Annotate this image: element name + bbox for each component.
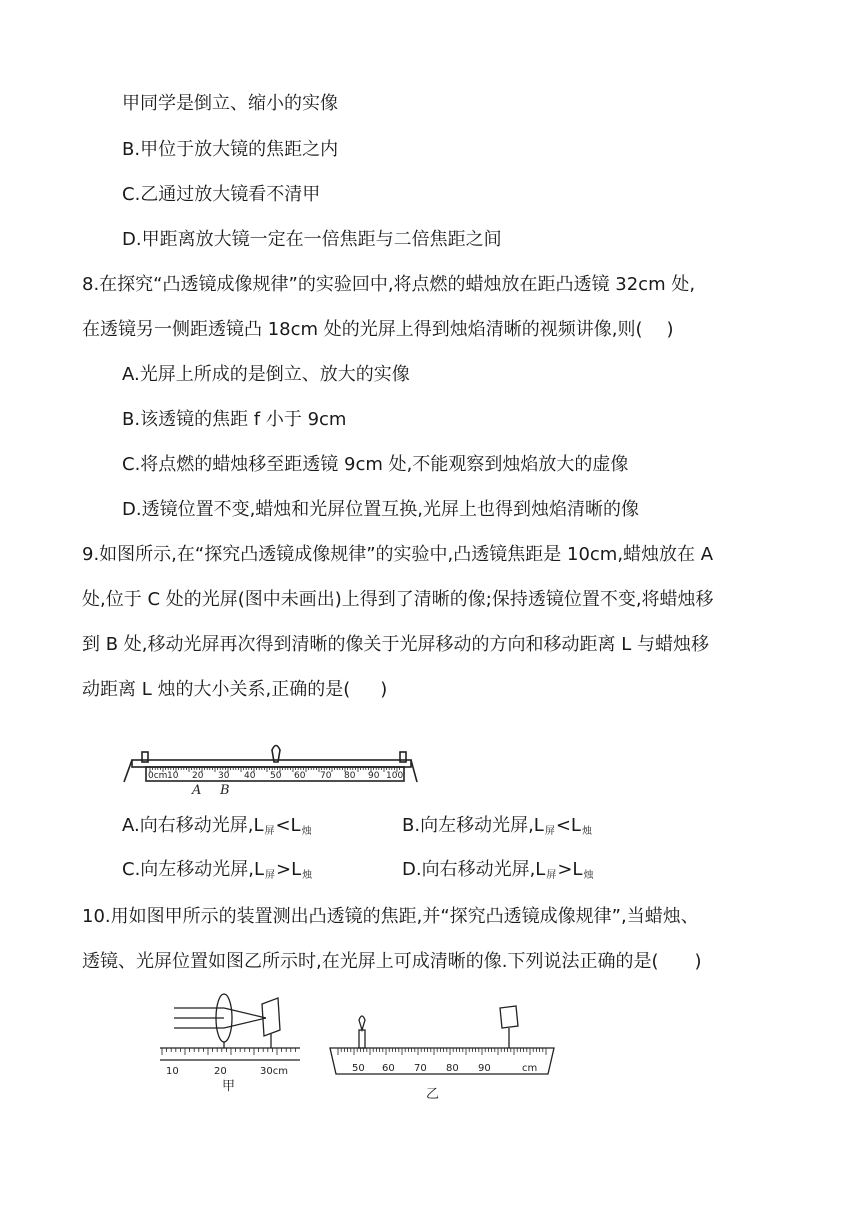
q10-figure-yi [326,1004,558,1102]
q9-stem-line2: 处,位于 C 处的光屏(图中未画出)上得到了清晰的像;保持透镜位置不变,将蜡烛移 [82,589,714,610]
q8-option-a: A.光屏上所成的是倒立、放大的实像 [122,364,410,385]
figure-caption: 乙 [426,1087,440,1102]
ruler-label: 90 [478,1063,491,1074]
ruler-label: 70 [414,1063,427,1074]
ruler-label: 60 [294,771,306,781]
q7-option-b: B.甲位于放大镜的焦距之内 [122,139,339,160]
screen-icon [262,998,280,1036]
q9-stem-line4: 动距离 L 烛的大小关系,正确的是( ) [82,679,388,700]
ruler-label: 50 [352,1063,365,1074]
q9-option-d: D.向右移动光屏$,L_屏>L_烛$ [402,859,594,881]
ruler-label: 80 [344,771,356,781]
bench-left-leg [124,760,132,782]
ruler-label: 20 [214,1066,227,1077]
q7-option-a-cont: 甲同学是倒立、缩小的实像 [122,93,338,114]
ruler-label: 40 [244,771,256,781]
point-b-label: B [220,783,230,798]
refracted-ray [224,1018,266,1028]
q7-option-d: D.甲距离放大镜一定在一倍焦距与二倍焦距之间 [122,229,502,250]
ruler-label: 0cm [148,771,168,781]
ruler-label: 10 [166,1066,179,1077]
q10-stem-line1: 10.用如图甲所示的装置测出凸透镜的焦距,并“探究凸透镜成像规律”,当蜡烛、 [82,906,699,927]
q9-option-c: C.向左移动光屏$,L_屏>L_烛$ [122,859,313,881]
q8-option-b: B.该透镜的焦距 f 小于 9cm [122,409,347,430]
ruler-label: 30cm [260,1066,288,1077]
refracted-ray [224,1008,266,1018]
ruler-label: 70 [320,771,332,781]
q7-option-c: C.乙通过放大镜看不清甲 [122,184,321,205]
q8-option-d: D.透镜位置不变,蜡烛和光屏位置互换,光屏上也得到烛焰清晰的像 [122,499,640,520]
q9-stem-line3: 到 B 处,移动光屏再次得到清晰的像关于光屏移动的方向和移动距离 L 与蜡烛移 [82,634,709,655]
candle-icon [359,1030,365,1048]
q9-optical-bench-figure [122,738,422,796]
q8-option-c: C.将点燃的蜡烛移至距透镜 9cm 处,不能观察到烛焰放大的虚像 [122,454,629,475]
candle-flame-icon [359,1016,365,1030]
ruler-label: 20 [192,771,204,781]
ruler-label: 30 [218,771,230,781]
ruler-label: 60 [382,1063,395,1074]
screen-icon [500,1006,518,1028]
ruler-label: 80 [446,1063,459,1074]
figure-caption: 甲 [222,1079,236,1094]
q9-stem-line1: 9.如图所示,在“探究凸透镜成像规律”的实验中,凸透镜焦距是 10cm,蜡烛放在 A [82,544,714,565]
bench-right-leg [411,760,417,782]
ruler-label: 90 [368,771,380,781]
q10-figure-jia [156,986,304,1094]
ruler-label: 10 [167,771,179,781]
ruler-label: cm [522,1063,538,1074]
ruler-label: 100 [386,771,404,781]
bench-rail [132,760,411,767]
q9-option-a: A.向右移动光屏$,L_屏<L_烛$ [122,815,312,837]
q10-stem-line2: 透镜、光屏位置如图乙所示时,在光屏上可成清晰的像.下列说法正确的是( ) [82,951,702,972]
q9-option-b: B.向左移动光屏$,L_屏<L_烛$ [402,815,592,837]
ruler-label: 50 [270,771,282,781]
q8-stem-line2: 在透镜另一侧距透镜凸 18cm 处的光屏上得到烛焰清晰的视频讲像,则( ) [82,319,674,340]
q8-stem-line1: 8.在探究“凸透镜成像规律”的实验回中,将点燃的蜡烛放在距凸透镜 32cm 处, [82,274,696,295]
point-a-label: A [192,783,202,798]
